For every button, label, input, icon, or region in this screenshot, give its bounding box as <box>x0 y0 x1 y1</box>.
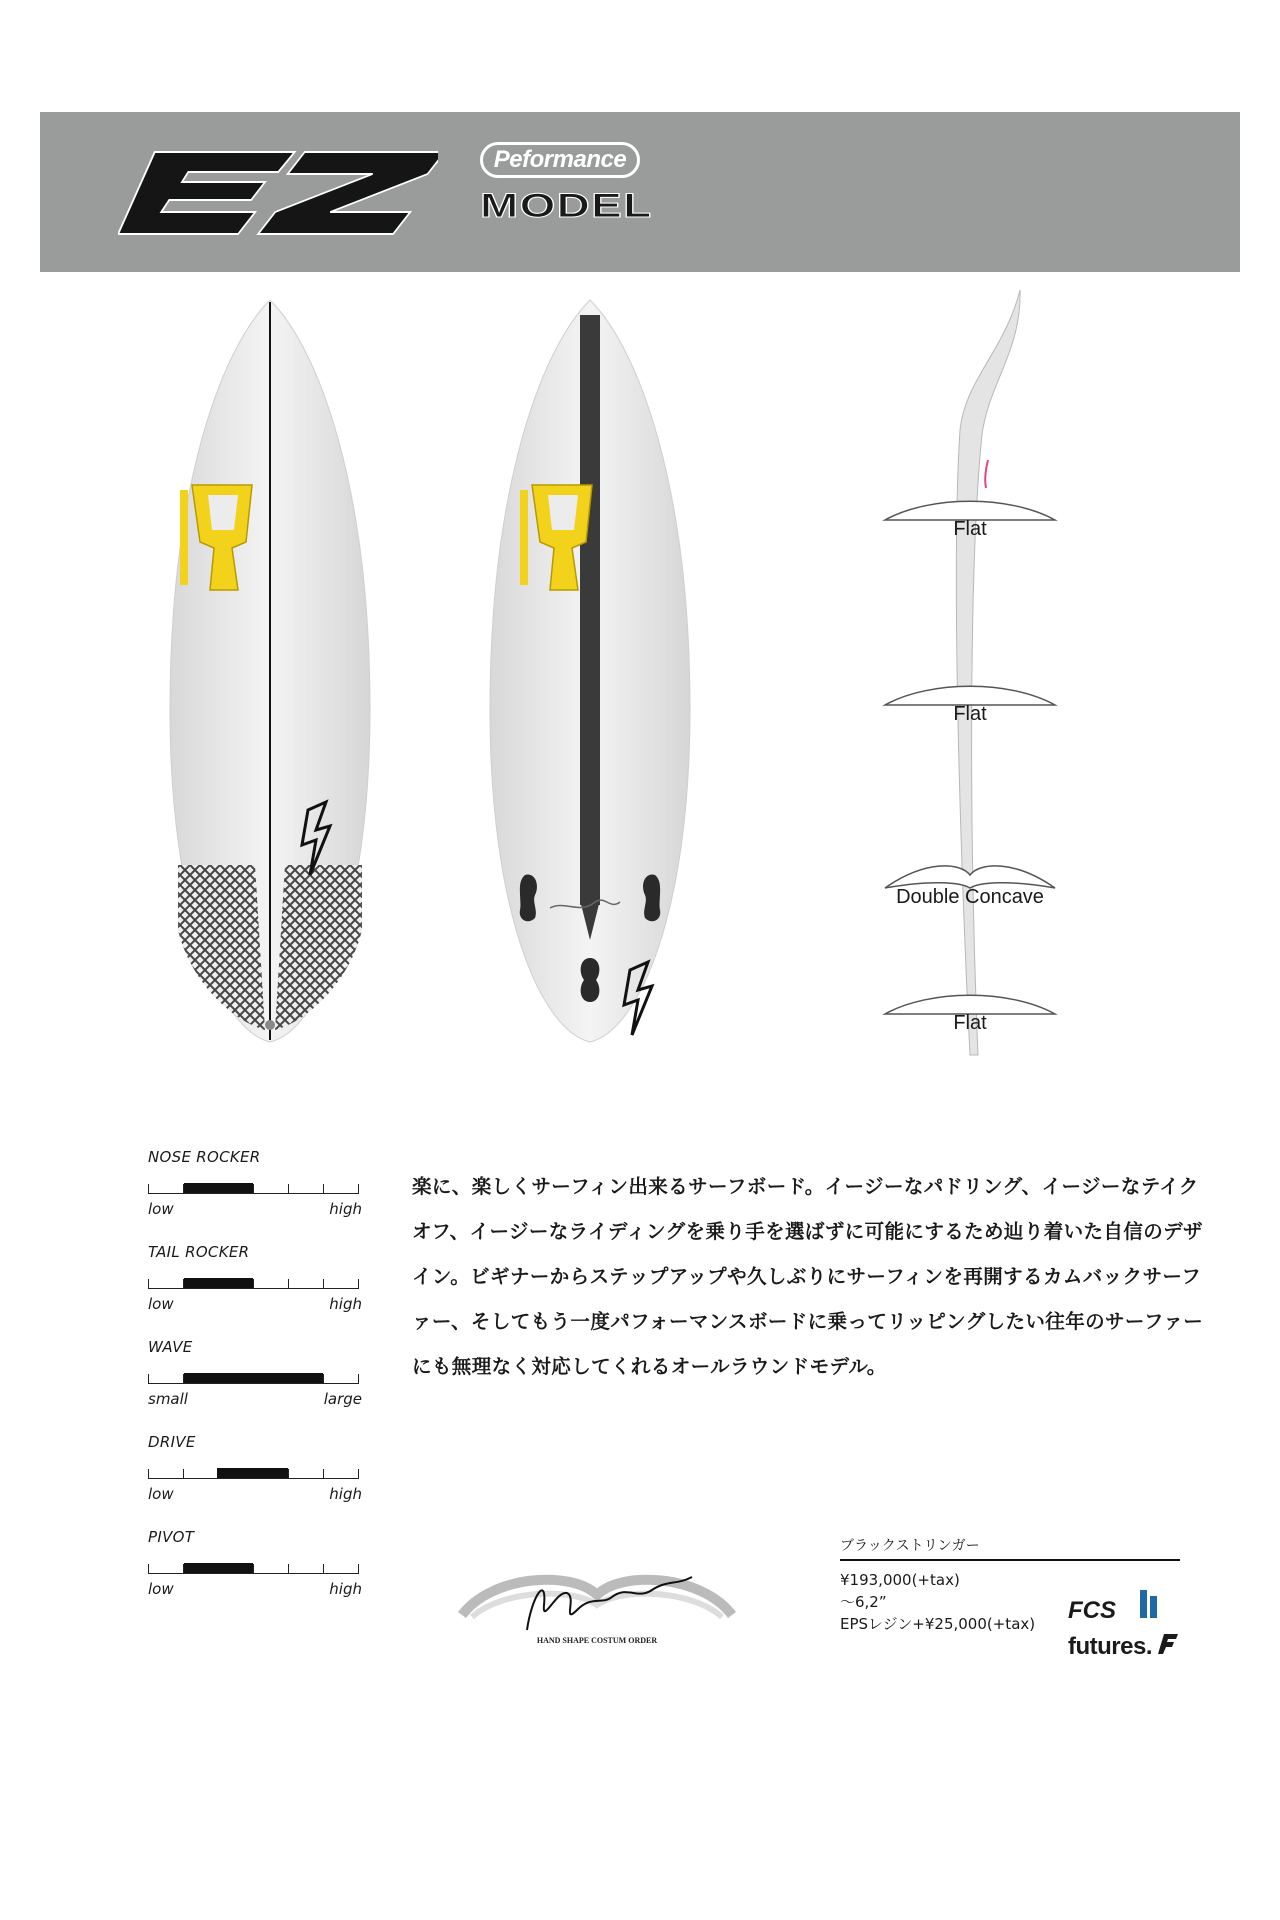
scale-tick <box>323 1469 324 1479</box>
scale-tick <box>183 1469 184 1479</box>
scale-tick <box>323 1184 324 1194</box>
scale-tick <box>148 1279 149 1289</box>
scale-tick <box>358 1374 359 1384</box>
board-views <box>0 290 1280 1060</box>
scale-tick <box>288 1184 289 1194</box>
size-value: ～6,2” <box>840 1593 887 1611</box>
price-value: ¥193,000(+tax) <box>840 1571 960 1589</box>
scale-tick <box>253 1184 254 1194</box>
rating-bar <box>184 1183 253 1193</box>
spec-row <box>148 1243 388 1338</box>
scale-tick <box>288 1469 289 1479</box>
ez-logo <box>118 142 438 242</box>
scale-tick <box>358 1469 359 1479</box>
spec-title: DRIVE <box>148 1433 196 1451</box>
spec-low-label: low <box>148 1295 174 1313</box>
board-deck-view <box>160 290 380 1050</box>
board-side-profile <box>870 290 1070 1060</box>
scale-tick <box>148 1184 149 1194</box>
spec-row <box>148 1338 388 1433</box>
spec-low-label: small <box>148 1390 188 1408</box>
spec-row <box>148 1148 388 1243</box>
svg-text:HAND SHAPE COSTUM ORDER: HAND SHAPE COSTUM ORDER <box>536 1636 658 1645</box>
spec-scale <box>148 1366 358 1386</box>
futures-f-icon <box>1158 1632 1180 1661</box>
signature-icon <box>452 1555 742 1655</box>
eps-price: EPSレジン+¥25,000(+tax) <box>840 1615 1036 1633</box>
spec-low-label: low <box>148 1200 174 1218</box>
spec-row <box>148 1433 388 1528</box>
scale-tick <box>253 1279 254 1289</box>
badge-model: MODEL <box>480 187 653 225</box>
spec-high-label: large <box>323 1390 362 1408</box>
scale-tick <box>253 1564 254 1574</box>
rating-bar <box>217 1468 288 1478</box>
rail-label-flat-3: Flat <box>953 1012 987 1034</box>
svg-text:EZ: EZ <box>278 204 280 205</box>
product-description: 楽に、楽しくサーフィン出来るサーフボード。イージーなパドリング、イージーなテイクオフ、イージーなライディングを乗り手を選ばずに可能にするため辿り着いた自信のデザイン。ビギナーからステップアップや久しぶりにサーフィンを再開するカムバックサーファー、そしてもう一度パフォーマンスボードに乗ってリッピングしたい往年のサーファーにも無理なく対応してくれるオールラウンドモデル。 <box>412 1175 1204 1378</box>
scale-tick <box>148 1374 149 1384</box>
spec-high-label: high <box>329 1295 362 1313</box>
spec-high-label: high <box>329 1485 362 1503</box>
rating-bar <box>184 1278 253 1288</box>
rating-bar <box>184 1563 253 1573</box>
scale-tick <box>358 1184 359 1194</box>
futures-text: futures. <box>1068 1633 1153 1660</box>
scale-tick <box>323 1374 324 1384</box>
stringer-label: ブラックストリンガー <box>840 1535 1180 1561</box>
rail-label-flat-2: Flat <box>953 703 987 725</box>
futures-logo <box>1068 1632 1208 1664</box>
badge-performance: Peformance <box>480 142 640 178</box>
shaper-signature <box>452 1555 742 1655</box>
spec-low-label: low <box>148 1580 174 1598</box>
scale-tick <box>288 1564 289 1574</box>
spec-scale <box>148 1176 358 1196</box>
svg-text:FCS: FCS <box>1068 1597 1116 1622</box>
rating-bar <box>184 1373 323 1383</box>
spec-scale <box>148 1461 358 1481</box>
spec-title: NOSE ROCKER <box>148 1148 261 1166</box>
spec-scale <box>148 1556 358 1576</box>
performance-model-badge <box>480 142 710 232</box>
spec-title: TAIL ROCKER <box>148 1243 250 1261</box>
scale-tick <box>288 1279 289 1289</box>
scale-tick <box>148 1564 149 1574</box>
scale-tick <box>148 1469 149 1479</box>
spec-scale <box>148 1271 358 1291</box>
board-bottom-view <box>480 290 700 1050</box>
spec-high-label: high <box>329 1580 362 1598</box>
spec-title: PIVOT <box>148 1528 195 1546</box>
spec-title: WAVE <box>148 1338 193 1356</box>
spec-ratings <box>148 1148 388 1623</box>
fcs-logo <box>1068 1586 1188 1622</box>
spec-low-label: low <box>148 1485 174 1503</box>
scale-tick <box>323 1564 324 1574</box>
rail-label-flat-1: Flat <box>953 518 987 540</box>
scale-tick <box>358 1564 359 1574</box>
header-banner <box>40 112 1240 272</box>
spec-high-label: high <box>329 1200 362 1218</box>
rail-label-double-concave: Double Concave <box>896 886 1044 908</box>
scale-tick <box>323 1279 324 1289</box>
scale-tick <box>358 1279 359 1289</box>
spec-row <box>148 1528 388 1623</box>
